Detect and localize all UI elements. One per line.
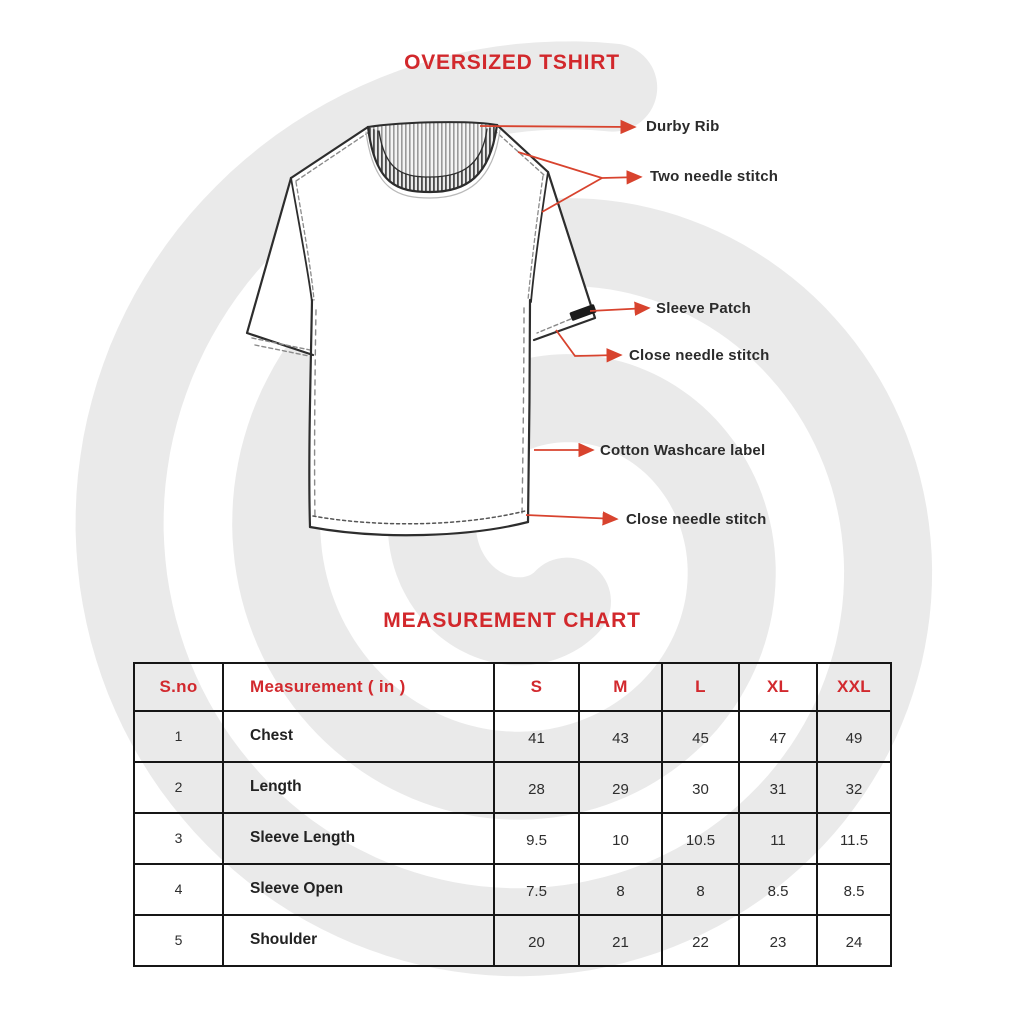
value-cell: 7.5 [494, 864, 579, 915]
header-sno: S.no [134, 663, 223, 711]
callout-cotton-washcare-label: Cotton Washcare label [600, 442, 766, 459]
value-cell: 21 [579, 915, 662, 966]
row-number: 3 [134, 813, 223, 864]
header-size-xxl: XXL [817, 663, 891, 711]
value-cell: 8 [579, 864, 662, 915]
table-row-shoulder [134, 915, 891, 966]
arrow-sleeve-patch [590, 308, 648, 311]
value-cell: 23 [739, 915, 817, 966]
measurement-name: Length [223, 762, 494, 813]
value-cell: 32 [817, 762, 891, 813]
header-size-xl: XL [739, 663, 817, 711]
value-cell: 47 [739, 711, 817, 762]
header-size-s: S [494, 663, 579, 711]
value-cell: 49 [817, 711, 891, 762]
measurement-name: Chest [223, 711, 494, 762]
value-cell: 8.5 [739, 864, 817, 915]
value-cell: 8.5 [817, 864, 891, 915]
value-cell: 20 [494, 915, 579, 966]
value-cell: 43 [579, 711, 662, 762]
header-size-m: M [579, 663, 662, 711]
measurement-chart-title: MEASUREMENT CHART [383, 609, 641, 632]
table-header-row [134, 663, 891, 711]
value-cell: 45 [662, 711, 739, 762]
table-row-length [134, 762, 891, 813]
value-cell: 8 [662, 864, 739, 915]
row-number: 2 [134, 762, 223, 813]
value-cell: 31 [739, 762, 817, 813]
row-number: 1 [134, 711, 223, 762]
arrow-close-needle-stitch-sleeve [556, 330, 620, 356]
header-size-l: L [662, 663, 739, 711]
arrow-close-needle-stitch-hem [526, 515, 616, 519]
table-row-sleeve-open [134, 864, 891, 915]
callout-close-needle-stitch-hem: Close needle stitch [626, 511, 767, 528]
value-cell: 22 [662, 915, 739, 966]
value-cell: 24 [817, 915, 891, 966]
value-cell: 11 [739, 813, 817, 864]
table-row-sleeve-length [134, 813, 891, 864]
measurement-table [133, 662, 892, 967]
table-row-chest [134, 711, 891, 762]
callout-close-needle-stitch-sleeve: Close needle stitch [629, 347, 770, 364]
header-measurement: Measurement ( in ) [223, 663, 494, 711]
callout-sleeve-patch: Sleeve Patch [656, 300, 751, 317]
measurement-name: Shoulder [223, 915, 494, 966]
row-number: 5 [134, 915, 223, 966]
value-cell: 10 [579, 813, 662, 864]
value-cell: 29 [579, 762, 662, 813]
value-cell: 10.5 [662, 813, 739, 864]
callout-two-needle-stitch: Two needle stitch [650, 168, 779, 185]
value-cell: 28 [494, 762, 579, 813]
measurement-name: Sleeve Length [223, 813, 494, 864]
value-cell: 9.5 [494, 813, 579, 864]
arrow-two-needle-stitch [602, 177, 640, 178]
callout-durby-rib: Durby Rib [646, 118, 720, 135]
value-cell: 41 [494, 711, 579, 762]
value-cell: 30 [662, 762, 739, 813]
measurement-name: Sleeve Open [223, 864, 494, 915]
arrow-durby-rib [480, 126, 634, 127]
row-number: 4 [134, 864, 223, 915]
page-title: OVERSIZED TSHIRT [404, 51, 620, 74]
value-cell: 11.5 [817, 813, 891, 864]
